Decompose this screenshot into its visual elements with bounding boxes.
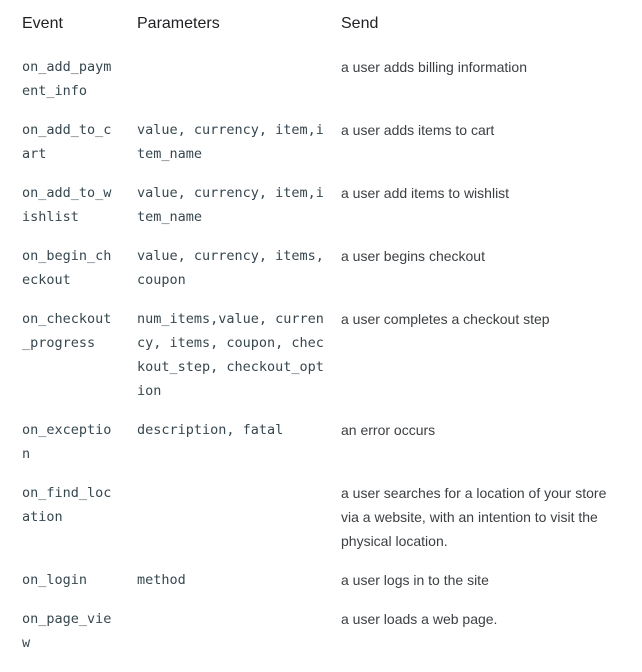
table-row (22, 298, 622, 409)
event-name: on_begin_checkout (22, 248, 112, 288)
event-parameters: value, currency, item,item_name (137, 185, 324, 225)
event-parameters: num_items,value, currency, items, coupon, checkout_step, checkout_option (137, 311, 324, 399)
header-send: Send (341, 15, 379, 32)
event-name: on_find_location (22, 485, 112, 525)
event-send-description: a user loads a web page. (341, 611, 498, 627)
event-name: on_login (22, 572, 88, 588)
event-parameters: value, currency, item,item_name (137, 122, 324, 162)
event-name: on_checkout_progress (22, 311, 112, 351)
table-row (22, 172, 622, 235)
event-name: on_page_view (22, 611, 112, 651)
table-row (22, 409, 622, 472)
header-parameters: Parameters (137, 15, 220, 32)
event-name: on_add_to_wishlist (22, 185, 112, 225)
event-send-description: an error occurs (341, 422, 436, 438)
table-header-row (22, 0, 622, 46)
event-parameters: description, fatal (137, 422, 284, 438)
event-name: on_add_payment_info (22, 59, 112, 99)
header-event: Event (22, 15, 63, 32)
event-send-description: a user adds billing information (341, 59, 527, 75)
table-row (22, 559, 622, 598)
event-send-description: a user completes a checkout step (341, 311, 550, 327)
event-parameters: method (137, 572, 186, 588)
table-row (22, 235, 622, 298)
table-row (22, 472, 622, 559)
event-parameters: value, currency, items, coupon (137, 248, 324, 288)
table-row (22, 46, 622, 109)
table-row (22, 109, 622, 172)
table-row (22, 598, 622, 661)
event-name: on_exception (22, 422, 112, 462)
event-send-description: a user logs in to the site (341, 572, 489, 588)
event-send-description: a user begins checkout (341, 248, 485, 264)
event-send-description: a user searches for a location of your store via a website, with an intention to visit the physical location. (341, 485, 607, 549)
event-send-description: a user add items to wishlist (341, 185, 510, 201)
event-name: on_add_to_cart (22, 122, 112, 162)
events-table (22, 0, 622, 661)
event-send-description: a user adds items to cart (341, 122, 495, 138)
